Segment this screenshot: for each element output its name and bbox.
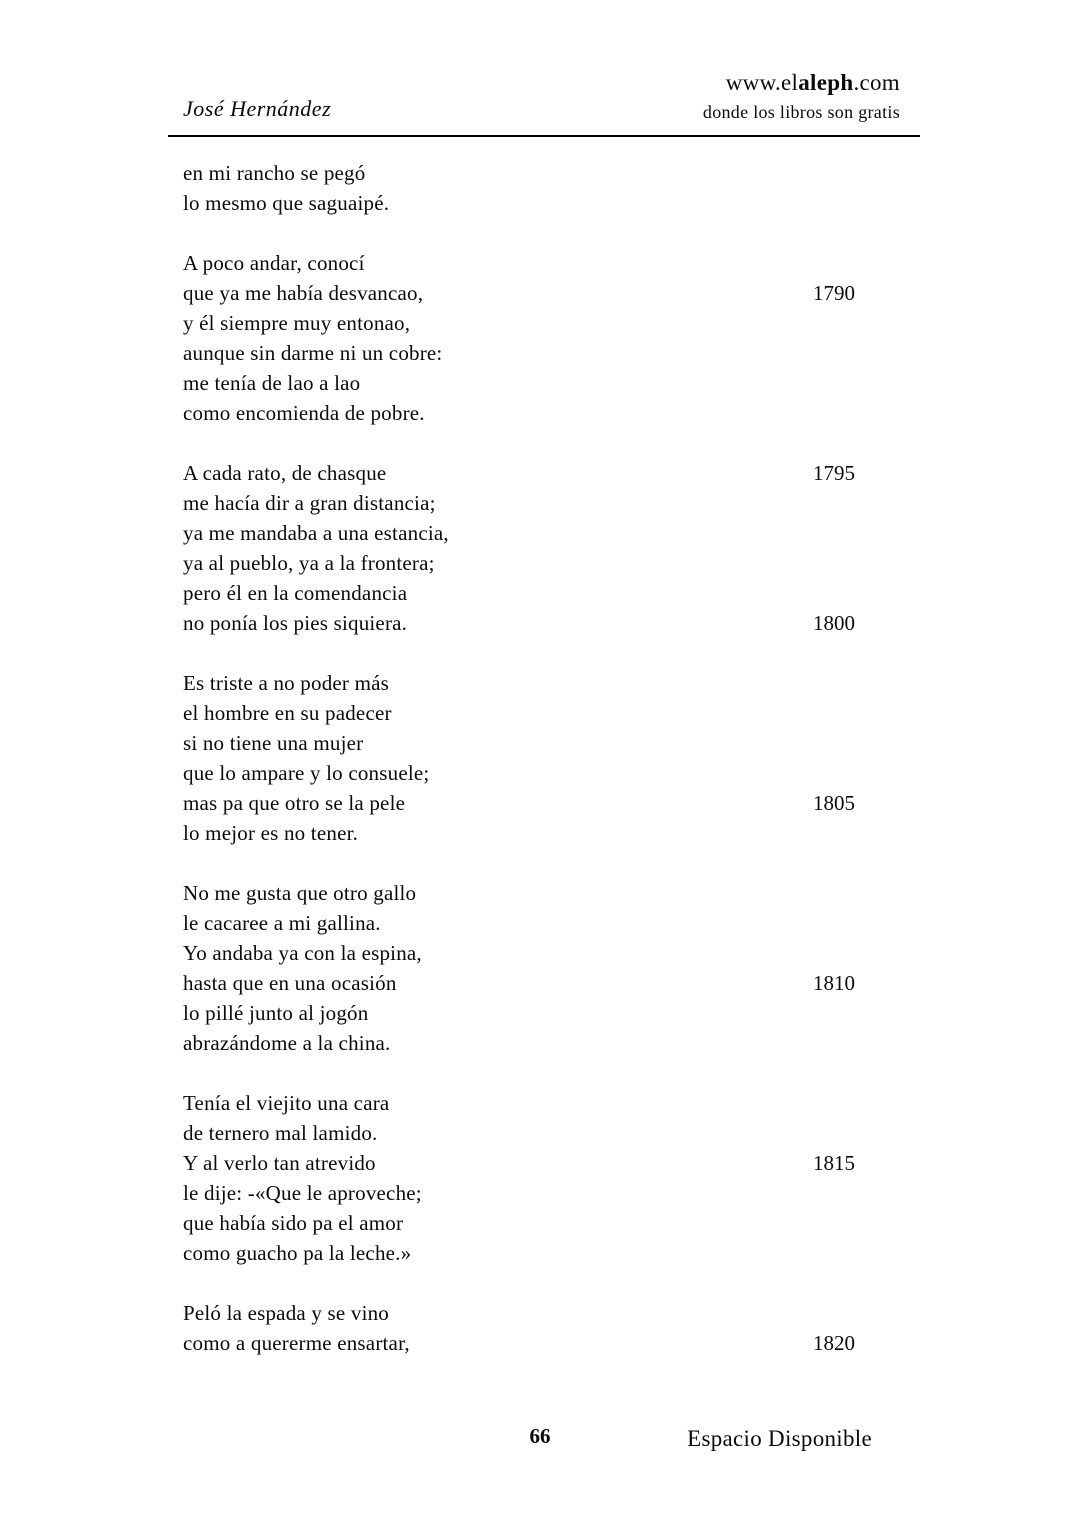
poem-line	[183, 668, 855, 698]
stanza	[183, 248, 855, 428]
poem-line	[183, 278, 855, 308]
page-footer	[0, 1424, 1080, 1458]
page-number: 66	[529, 1424, 551, 1448]
poem-line-text: lo mesmo que saguaipé.	[183, 191, 390, 215]
verse-number: 1790	[813, 281, 855, 305]
poem-line-text: si no tiene una mujer	[183, 731, 364, 755]
poem-line	[183, 728, 855, 758]
poem-line-text: pero él en la comendancia	[183, 581, 408, 605]
poem-line-text: le dije: -«Que le aproveche;	[183, 1181, 422, 1205]
poem	[183, 158, 855, 1358]
poem-line	[183, 1028, 855, 1058]
poem-line-text: Tenía el viejito una cara	[183, 1091, 390, 1115]
poem-line	[183, 308, 855, 338]
stanza	[183, 1088, 855, 1268]
poem-line	[183, 548, 855, 578]
poem-line-text: le cacaree a mi gallina.	[183, 911, 381, 935]
poem-line	[183, 398, 855, 428]
poem-line-text: lo pillé junto al jogón	[183, 1001, 369, 1025]
poem-line-text: ya me mandaba a una estancia,	[183, 521, 449, 545]
poem-line	[183, 1148, 855, 1178]
poem-line-text: Es triste a no poder más	[183, 671, 390, 695]
poem-line-text: de ternero mal lamido.	[183, 1121, 378, 1145]
poem-line	[183, 878, 855, 908]
poem-line	[183, 1088, 855, 1118]
poem-line-text: que había sido pa el amor	[183, 1211, 404, 1235]
poem-line-text: como a quererme ensartar,	[183, 1331, 410, 1355]
poem-line	[183, 818, 855, 848]
poem-line-text: Peló la espada y se vino	[183, 1301, 390, 1325]
verse-number: 1815	[813, 1151, 855, 1175]
poem-line	[183, 518, 855, 548]
verse-number: 1810	[813, 971, 855, 995]
poem-line-text: ya al pueblo, ya a la frontera;	[183, 551, 435, 575]
poem-line-text: no ponía los pies siquiera.	[183, 611, 408, 635]
poem-line	[183, 188, 855, 218]
stanza	[183, 878, 855, 1058]
poem-line-text: me hacía dir a gran distancia;	[183, 491, 436, 515]
stanza	[183, 158, 855, 218]
poem-line	[183, 758, 855, 788]
poem-line-text: Y al verlo tan atrevido	[183, 1151, 376, 1175]
poem-line-text: me tenía de lao a lao	[183, 371, 361, 395]
stanza	[183, 458, 855, 638]
site-block	[703, 70, 900, 123]
poem-line	[183, 248, 855, 278]
poem-line	[183, 938, 855, 968]
poem-line	[183, 968, 855, 998]
site-url-prefix: www.el	[725, 70, 799, 95]
page-header	[168, 70, 920, 137]
poem-line	[183, 1298, 855, 1328]
poem-line	[183, 578, 855, 608]
site-tagline: donde los libros son gratis	[702, 102, 900, 122]
poem-line-text: que lo ampare y lo consuele;	[183, 761, 430, 785]
poem-line-text: como encomienda de pobre.	[183, 401, 425, 425]
poem-line-text: como guacho pa la leche.»	[183, 1241, 412, 1265]
poem-line-text: mas pa que otro se la pele	[183, 791, 406, 815]
verse-number: 1800	[813, 611, 855, 635]
poem-line-text: en mi rancho se pegó	[183, 161, 366, 185]
verse-number: 1795	[813, 461, 855, 485]
footer-note: Espacio Disponible	[687, 1426, 872, 1451]
poem-line-text: lo mejor es no tener.	[183, 821, 359, 845]
poem-line	[183, 1178, 855, 1208]
poem-line	[183, 1118, 855, 1148]
poem-line-text: A poco andar, conocí	[183, 251, 365, 275]
poem-line	[183, 458, 855, 488]
site-url-brand: aleph	[798, 70, 854, 95]
poem-line-text: hasta que en una ocasión	[183, 971, 397, 995]
poem-line	[183, 788, 855, 818]
poem-line	[183, 698, 855, 728]
verse-number: 1820	[813, 1331, 855, 1355]
poem-line	[183, 998, 855, 1028]
stanza	[183, 668, 855, 848]
poem-line-text: y él siempre muy entonao,	[183, 311, 411, 335]
poem-line	[183, 338, 855, 368]
site-url	[703, 70, 900, 96]
poem-line	[183, 368, 855, 398]
verse-number: 1805	[813, 791, 855, 815]
poem-line	[183, 608, 855, 638]
poem-line-text: abrazándome a la china.	[183, 1031, 391, 1055]
poem-line	[183, 1328, 855, 1358]
poem-line	[183, 158, 855, 188]
poem-line-text: el hombre en su padecer	[183, 701, 392, 725]
poem-line-text: A cada rato, de chasque	[183, 461, 387, 485]
poem-line	[183, 488, 855, 518]
poem-line-text: aunque sin darme ni un cobre:	[183, 341, 443, 365]
poem-line-text: Yo andaba ya con la espina,	[183, 941, 422, 965]
poem-line	[183, 1238, 855, 1268]
poem-line	[183, 908, 855, 938]
poem-line-text: No me gusta que otro gallo	[183, 881, 417, 905]
poem-line-text: que ya me había desvancao,	[183, 281, 424, 305]
stanza	[183, 1298, 855, 1358]
poem-line	[183, 1208, 855, 1238]
site-url-suffix: .com	[853, 70, 900, 95]
author-name: José Hernández	[183, 96, 332, 121]
